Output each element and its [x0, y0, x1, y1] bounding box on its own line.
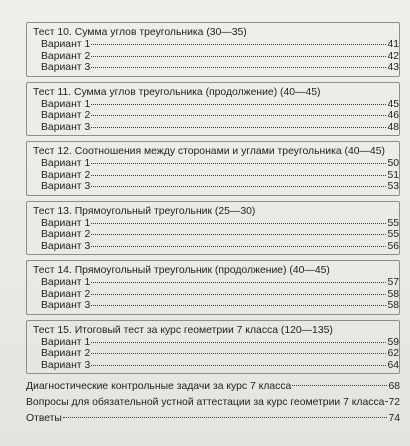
toc-entry [27, 158, 399, 170]
toc-entry [27, 218, 399, 230]
toc-entry [27, 300, 399, 312]
variant-label: Вариант 3 [41, 181, 91, 192]
toc-entry [27, 277, 399, 289]
toc-test-13 [26, 201, 400, 256]
variant-label: Вариант 3 [41, 121, 91, 133]
variant-label: Вариант 3 [41, 240, 91, 252]
entry-label: Ответы [26, 413, 62, 424]
entry-label: Вопросы для обязательной устной аттестации за курс геометрии 7 класса [26, 397, 385, 408]
toc-test-11 [26, 82, 400, 137]
toc-entry [27, 110, 399, 122]
page-number: 46 [387, 110, 399, 121]
variant-label: Вариант 3 [41, 300, 91, 311]
page-number: 41 [387, 39, 399, 50]
dot-leader [91, 223, 386, 224]
dot-leader [91, 305, 386, 306]
page-number: 56 [387, 240, 399, 252]
toc-test-12 [26, 141, 400, 196]
dot-leader [91, 186, 386, 187]
page-number: 64 [387, 359, 399, 371]
page-number: 50 [387, 158, 399, 169]
toc-test-10 [26, 22, 400, 77]
test-title: Тест 13. Прямоугольный треугольник (25—30) [33, 205, 256, 217]
page-number: 55 [387, 217, 399, 229]
toc-entry-diagnostics [26, 379, 400, 395]
dot-leader [91, 365, 386, 366]
variant-label: Вариант 1 [41, 98, 91, 110]
dot-leader [63, 417, 387, 418]
dot-leader [91, 246, 386, 247]
page-number: 62 [387, 348, 399, 359]
variant-label: Вариант 1 [41, 336, 91, 348]
dot-leader [91, 163, 386, 164]
variant-label: Вариант 1 [41, 217, 91, 229]
toc-entry [27, 51, 399, 63]
page-number: 42 [387, 50, 399, 62]
test-title: Тест 15. Итоговый тест за курс геометрии 7 класса (120—135) [33, 324, 333, 336]
dot-leader [91, 67, 386, 68]
dot-leader [91, 44, 386, 45]
toc-entry-answers [26, 411, 400, 427]
variant-label: Вариант 2 [41, 348, 91, 359]
variant-label: Вариант 1 [41, 158, 91, 169]
toc-extra-entries [26, 379, 400, 427]
toc-entry [27, 348, 399, 360]
test-title: Тест 14. Прямоугольный треугольник (продолжение) (40—45) [33, 265, 330, 276]
toc-test-15 [26, 320, 400, 375]
dot-leader [292, 385, 387, 386]
page-number: 43 [387, 62, 399, 73]
toc-entry [27, 337, 399, 349]
variant-label: Вариант 3 [41, 359, 91, 371]
toc-entry [27, 39, 399, 51]
page-number: 51 [387, 169, 399, 181]
variant-label: Вариант 2 [41, 50, 91, 62]
page-number: 55 [387, 229, 399, 240]
page-number: 57 [387, 277, 399, 288]
variant-label: Вариант 2 [41, 110, 91, 121]
dot-leader [385, 401, 387, 402]
variant-label: Вариант 2 [41, 288, 91, 300]
page-number: 72 [388, 397, 400, 408]
toc-entry-questions [26, 395, 400, 411]
page-number: 53 [387, 181, 399, 192]
dot-leader [91, 175, 386, 176]
page-number: 68 [388, 381, 400, 392]
test-title: Тест 12. Соотношения между сторонами и углами треугольника (40—45) [33, 146, 385, 157]
dot-leader [91, 115, 386, 116]
dot-leader [91, 234, 386, 235]
toc-entry [27, 289, 399, 301]
variant-label: Вариант 3 [41, 62, 91, 73]
entry-label: Диагностические контрольные задачи за курс 7 класса [26, 381, 292, 392]
dot-leader [91, 294, 386, 295]
toc-entry [27, 170, 399, 182]
variant-label: Вариант 2 [41, 229, 91, 240]
variant-label: Вариант 2 [41, 169, 91, 181]
toc-entry [27, 99, 399, 111]
page-number: 58 [387, 300, 399, 311]
page-number: 59 [387, 336, 399, 348]
toc-entry [27, 241, 399, 253]
toc-test-14 [26, 260, 400, 315]
page-number: 58 [387, 288, 399, 300]
page-number: 45 [387, 98, 399, 110]
page-number: 74 [388, 413, 400, 424]
dot-leader [91, 127, 386, 128]
toc-entry [27, 360, 399, 372]
variant-label: Вариант 1 [41, 39, 91, 50]
dot-leader [91, 56, 386, 57]
dot-leader [91, 342, 386, 343]
dot-leader [91, 282, 386, 283]
toc-entry [27, 122, 399, 134]
toc-entry [27, 181, 399, 193]
dot-leader [91, 353, 386, 354]
variant-label: Вариант 1 [41, 277, 91, 288]
dot-leader [91, 104, 386, 105]
test-title: Тест 11. Сумма углов треугольника (продолжение) (40—45) [33, 86, 321, 98]
toc-entry [27, 229, 399, 241]
page-number: 48 [387, 121, 399, 133]
test-title: Тест 10. Сумма углов треугольника (30—35) [33, 27, 247, 38]
toc-entry [27, 62, 399, 74]
table-of-contents [26, 22, 400, 427]
